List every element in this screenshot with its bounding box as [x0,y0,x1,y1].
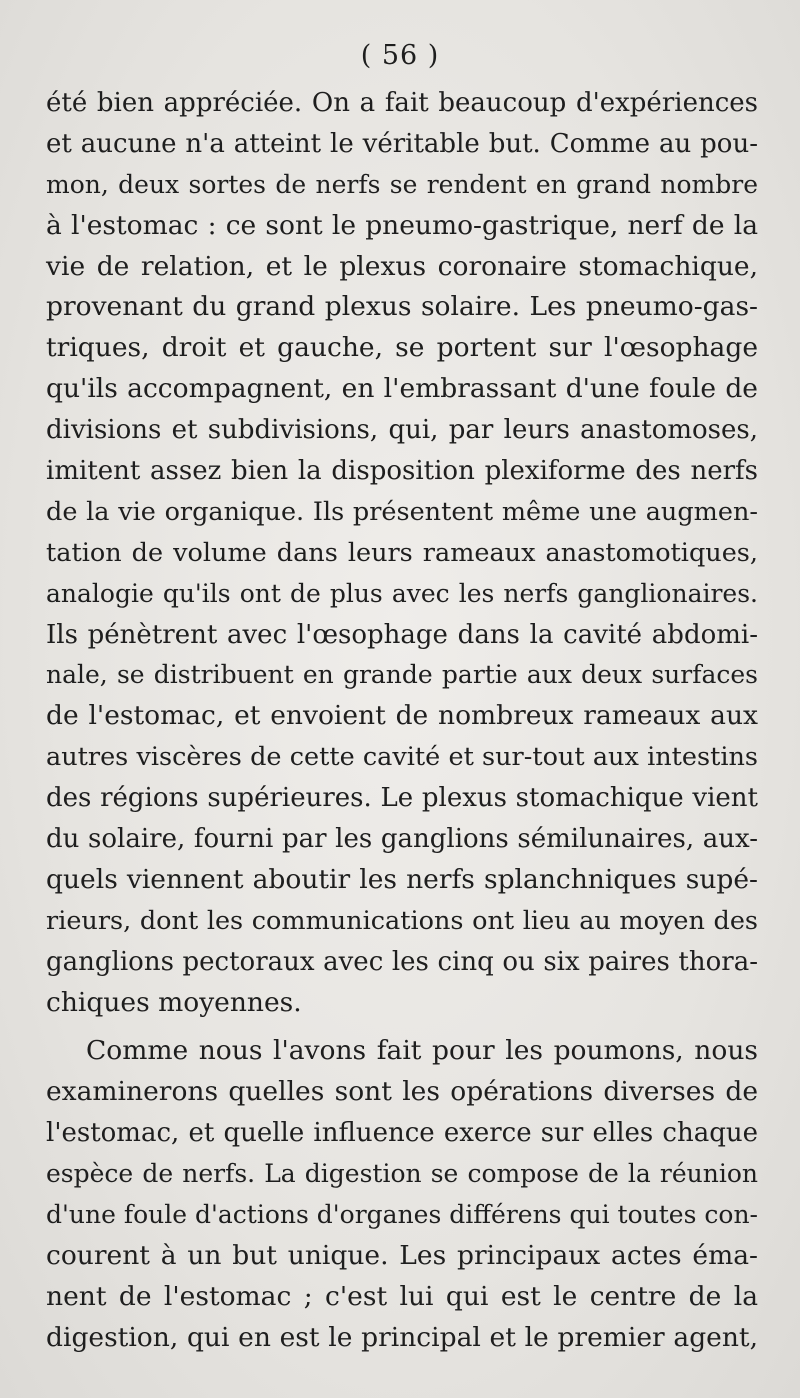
text-line: mon, deux sortes de nerfs se rendent en grand nombre [46,169,758,199]
text-line: tation de volume dans leurs rameaux anastomotiques, [46,537,758,568]
paragraph-2 [46,1031,758,1358]
text-line: digestion, qui en est le principal et le premier agent, [46,1321,758,1353]
text-line: triques, droit et gauche, se portent sur l'œsophage [46,332,758,364]
text-line: provenant du grand plexus solaire. Les pneumo-gas- [46,291,758,323]
text-line: des régions supérieures. Le plexus stomachique vient [46,783,758,814]
text-line: courent à un but unique. Les principaux actes éma- [46,1239,758,1271]
text-line: ganglions pectoraux avec les cinq ou six paires thora- [46,946,758,977]
text-line: qu'ils accompagnent, en l'embrassant d'une foule de [46,373,758,405]
text-line: imitent assez bien la disposition plexiforme des nerfs [46,456,758,487]
paragraph-gap [46,1023,758,1031]
text-line: chiques moyennes. [46,986,302,1018]
text-line: autres viscères de cette cavité et sur-tout aux intestins [46,742,758,773]
text-line: à l'estomac : ce sont le pneumo-gastrique, nerf de la [46,209,758,241]
text-line: rieurs, dont les communications ont lieu au moyen des [46,905,758,936]
text-line: Ils pénètrent avec l'œsophage dans la cavité abdomi- [46,619,758,650]
text-line: de la vie organique. Ils présentent même une augmen- [46,496,758,527]
text-line: examinerons quelles sont les opérations diverses de [46,1076,758,1108]
text-line: nent de l'estomac ; c'est lui qui est le centre de la [46,1280,758,1312]
text-line: de l'estomac, et envoient de nombreux rameaux aux [46,700,758,732]
text-line: d'une foule d'actions d'organes différens qui toutes con- [46,1200,758,1230]
text-line: et aucune n'a atteint le véritable but. Comme au pou- [46,128,758,159]
text-line: Comme nous l'avons fait pour les poumons, nous [86,1035,758,1067]
text-line: espèce de nerfs. La digestion se compose de la réunion [46,1159,758,1189]
body-text [46,83,758,1359]
text-line: quels viennent aboutir les nerfs splanchniques supé- [46,863,758,895]
paragraph-1 [46,83,758,1023]
text-line: nale, se distribuent en grande partie aux deux surfaces [46,660,758,690]
text-line: analogie qu'ils ont de plus avec les nerfs ganglionaires. [46,578,758,608]
text-line: été bien appréciée. On a fait beaucoup d'expériences [46,88,758,118]
text-line: l'estomac, et quelle influence exerce sur elles chaque [46,1118,758,1149]
text-line: divisions et subdivisions, qui, par leurs anastomoses, [46,415,758,446]
text-line: vie de relation, et le plexus coronaire stomachique, [46,250,758,282]
text-line: du solaire, fourni par les ganglions sémilunaires, aux- [46,824,758,855]
page-number: ( 56 ) [360,40,440,71]
